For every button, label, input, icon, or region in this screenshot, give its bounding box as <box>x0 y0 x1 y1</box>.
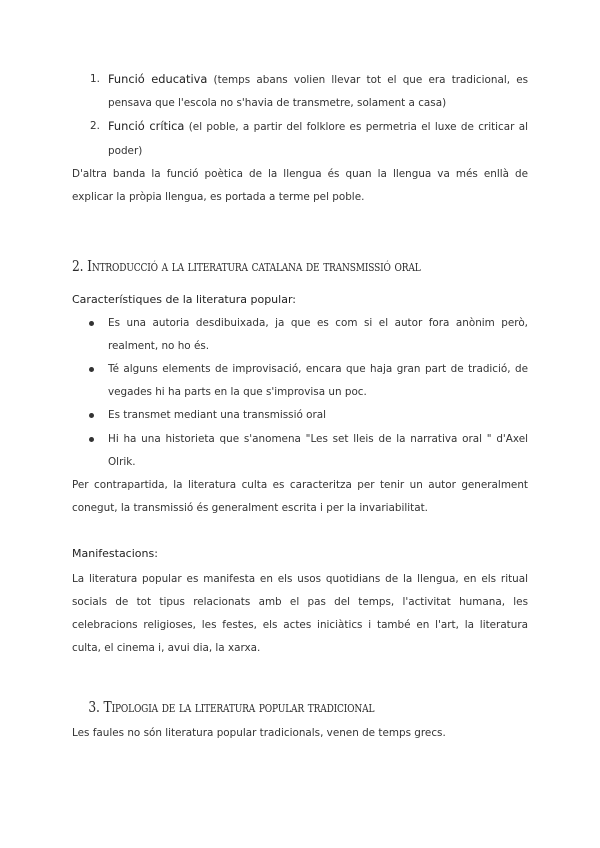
list-text: (temps abans volien llevar tot el que era tradicional, es pensava que l'escola no s'havia de transmetre, solament a casa) <box>108 74 529 110</box>
paragraph-poetic-function: D'altra banda la funció poètica de la llengua és quan la llengua va més enllà de explicar la pròpia llengua, es portada a terme pel poble. <box>72 167 528 204</box>
bullet-icon <box>89 367 94 372</box>
bullet-icon <box>89 413 94 418</box>
list-text: Es transmet mediant una transmissió oral <box>108 409 327 422</box>
list-number: 2. <box>90 120 100 133</box>
paragraph-manifestations: La literatura popular es manifesta en els usos quotidians de la llengua, en els ritual socials de tot tipus relacionats amb el pas del temps, l'activitat humana, les celebracions religioses, les festes, els actes iniciàtics i també en l'art, la literatura culta, el cinema i, avui dia, la xarxa. <box>72 572 528 655</box>
list-item <box>72 358 528 404</box>
list-term: Funció educativa <box>108 72 208 86</box>
functions-list <box>72 68 528 163</box>
list-text: (el poble, a partir del folklore es permetria el luxe de criticar al poder) <box>108 121 528 157</box>
manifestations-subheading: Manifestacions: <box>72 547 158 561</box>
section-2-heading: 2. Introducció a la literatura catalana de transmissió oral <box>72 257 421 276</box>
bullet-icon <box>89 437 94 442</box>
list-item <box>72 404 528 427</box>
list-term: Funció crítica <box>108 119 185 134</box>
list-item <box>72 115 528 162</box>
characteristics-subheading: Característiques de la literatura popular: <box>72 293 296 307</box>
characteristics-list <box>72 312 528 474</box>
list-text: Té alguns elements de improvisació, encara que haja gran part de tradició, de vegades hi ha parts en la que s'improvisa un poc. <box>108 363 528 399</box>
list-item <box>72 312 528 358</box>
bullet-icon <box>89 321 94 326</box>
list-text: Es una autoria desdibuixada, ja que es com si el autor fora anònim però, realment, no ho és. <box>108 316 528 352</box>
paragraph-contrast: Per contrapartida, la literatura culta es caracteritza per tenir un autor generalment conegut, la transmissió és generalment escrita i per la invariabilitat. <box>72 479 528 515</box>
section-3-heading: 3. Tipologia de la literatura popular tradicional <box>88 698 375 717</box>
list-item <box>72 428 528 474</box>
paragraph-fables: Les faules no són literatura popular tradicionals, venen de temps grecs. <box>72 726 446 739</box>
list-text: Hi ha una historieta que s'anomena "Les set lleis de la narrativa oral " d'Axel Olrik. <box>108 432 528 468</box>
list-number: 1. <box>90 73 100 85</box>
list-item <box>72 68 528 115</box>
